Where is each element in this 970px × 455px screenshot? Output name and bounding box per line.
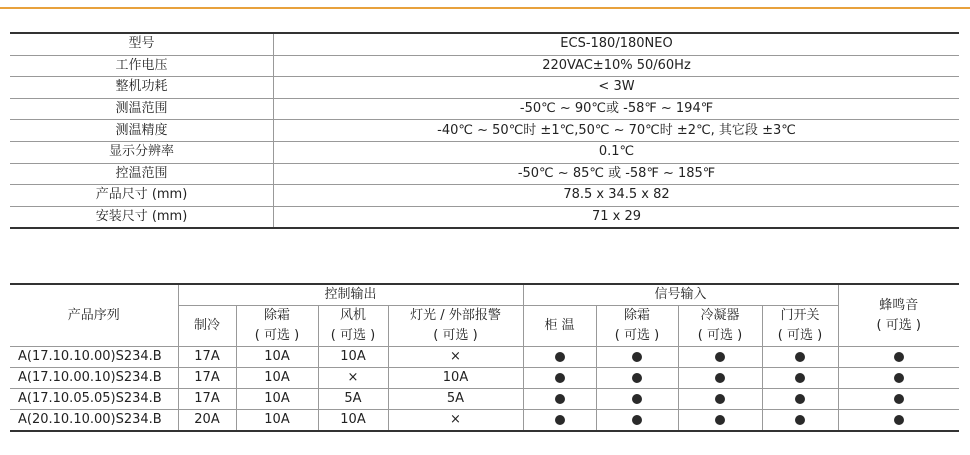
fan-cell: 10A [318, 410, 388, 432]
table-row [10, 389, 959, 410]
buzzer-cell [838, 347, 959, 368]
door-cell [762, 347, 838, 368]
condenser-cell [678, 389, 762, 410]
signal-defrost-cell [596, 410, 678, 432]
table-row [10, 163, 959, 185]
optional-label: ( 可选 ) [697, 328, 743, 343]
spec-key: 工作电压 [10, 55, 274, 77]
spec-value: 220VAC±10% 50/60Hz [274, 55, 960, 77]
optional-label: ( 可选 ) [614, 328, 660, 343]
filled-dot-icon [555, 352, 565, 362]
filled-dot-icon [894, 394, 904, 404]
filled-dot-icon [555, 415, 565, 425]
col-label: 风机 [339, 308, 366, 323]
condenser-cell [678, 368, 762, 389]
filled-dot-icon [632, 352, 642, 362]
header-buzzer [838, 284, 959, 347]
header-control-output: 控制输出 [178, 284, 523, 306]
table-header-row [10, 284, 959, 306]
col-label: 门开关 [780, 308, 820, 323]
col-light-alarm [388, 306, 523, 347]
optional-label: ( 可选 ) [433, 328, 478, 343]
table-row [10, 206, 959, 228]
col-signal-defrost [596, 306, 678, 347]
cabinet-cell [523, 368, 596, 389]
fan-cell: 5A [318, 389, 388, 410]
filled-dot-icon [894, 373, 904, 383]
buzzer-cell [838, 410, 959, 432]
col-label: 除霜 [623, 308, 650, 323]
filled-dot-icon [795, 352, 805, 362]
door-cell [762, 368, 838, 389]
table-row [10, 55, 959, 77]
header-series: 产品序列 [10, 284, 178, 347]
spec-key: 产品尺寸 (mm) [10, 185, 274, 207]
spec-key: 整机功耗 [10, 77, 274, 99]
table-row [10, 33, 959, 55]
cooling-cell: 17A [178, 368, 236, 389]
filled-dot-icon [555, 373, 565, 383]
col-condenser [678, 306, 762, 347]
filled-dot-icon [715, 352, 725, 362]
top-divider [0, 7, 970, 9]
filled-dot-icon [795, 415, 805, 425]
door-cell [762, 410, 838, 432]
filled-dot-icon [795, 394, 805, 404]
spec-value: ECS-180/180NEO [274, 33, 960, 55]
light-cell: 10A [388, 368, 523, 389]
col-label: 灯光 / 外部报警 [410, 308, 501, 323]
filled-dot-icon [894, 415, 904, 425]
col-fan [318, 306, 388, 347]
filled-dot-icon [715, 373, 725, 383]
defrost-cell: 10A [236, 389, 318, 410]
fan-cell: × [318, 368, 388, 389]
table-row [10, 347, 959, 368]
spec-value: -50℃ ~ 85℃ 或 -58℉ ~ 185℉ [274, 163, 960, 185]
spec-key: 显示分辨率 [10, 141, 274, 163]
filled-dot-icon [715, 394, 725, 404]
col-label: 除霜 [263, 308, 290, 323]
cooling-cell: 20A [178, 410, 236, 432]
light-cell: × [388, 410, 523, 432]
table-row [10, 77, 959, 99]
spec-key: 控温范围 [10, 163, 274, 185]
cabinet-cell [523, 410, 596, 432]
model-cell: A(17.10.10.00)S234.B [10, 347, 178, 368]
filled-dot-icon [555, 394, 565, 404]
table-row [10, 141, 959, 163]
spec-key: 型号 [10, 33, 274, 55]
defrost-cell: 10A [236, 368, 318, 389]
optional-label: ( 可选 ) [330, 328, 376, 343]
spec-key: 安装尺寸 (mm) [10, 206, 274, 228]
door-cell [762, 389, 838, 410]
filled-dot-icon [632, 415, 642, 425]
condenser-cell [678, 347, 762, 368]
fan-cell: 10A [318, 347, 388, 368]
col-cabinet-temp: 柜 温 [523, 306, 596, 347]
table-row [10, 98, 959, 120]
spec-key: 测温精度 [10, 120, 274, 142]
table-row [10, 120, 959, 142]
signal-defrost-cell [596, 389, 678, 410]
filled-dot-icon [632, 394, 642, 404]
filled-dot-icon [632, 373, 642, 383]
signal-defrost-cell [596, 347, 678, 368]
buzzer-cell [838, 389, 959, 410]
filled-dot-icon [715, 415, 725, 425]
col-label: 冷凝器 [700, 308, 740, 323]
model-cell: A(17.10.00.10)S234.B [10, 368, 178, 389]
defrost-cell: 10A [236, 347, 318, 368]
cooling-cell: 17A [178, 347, 236, 368]
defrost-cell: 10A [236, 410, 318, 432]
cooling-cell: 17A [178, 389, 236, 410]
header-buzzer-label: 蜂鸣音 [879, 297, 919, 313]
spec-value: 78.5 x 34.5 x 82 [274, 185, 960, 207]
table-row [10, 368, 959, 389]
optional-label: ( 可选 ) [254, 328, 300, 343]
condenser-cell [678, 410, 762, 432]
col-defrost [236, 306, 318, 347]
col-door-switch [762, 306, 838, 347]
spec-key: 测温范围 [10, 98, 274, 120]
filled-dot-icon [894, 352, 904, 362]
spec-table [10, 32, 959, 229]
table-row [10, 185, 959, 207]
model-cell: A(17.10.05.05)S234.B [10, 389, 178, 410]
optional-label: ( 可选 ) [777, 328, 823, 343]
spec-value: 71 x 29 [591, 209, 642, 225]
filled-dot-icon [795, 373, 805, 383]
buzzer-cell [838, 368, 959, 389]
header-signal-input: 信号输入 [523, 284, 838, 306]
col-cooling: 制冷 [178, 306, 236, 347]
product-table [10, 283, 959, 432]
model-cell: A(20.10.10.00)S234.B [10, 410, 178, 432]
table-row [10, 410, 959, 432]
optional-label: ( 可选 ) [876, 317, 921, 333]
spec-value: -40℃ ~ 50℃时 ±1℃,50℃ ~ 70℃时 ±2℃, 其它段 ±3℃ [274, 120, 960, 142]
cabinet-cell [523, 389, 596, 410]
spec-value: -50℃ ~ 90℃或 -58℉ ~ 194℉ [274, 98, 960, 120]
spec-value: 0.1℃ [274, 141, 960, 163]
light-cell: × [388, 347, 523, 368]
spec-value: < 3W [274, 77, 960, 99]
light-cell: 5A [388, 389, 523, 410]
cabinet-cell [523, 347, 596, 368]
signal-defrost-cell [596, 368, 678, 389]
